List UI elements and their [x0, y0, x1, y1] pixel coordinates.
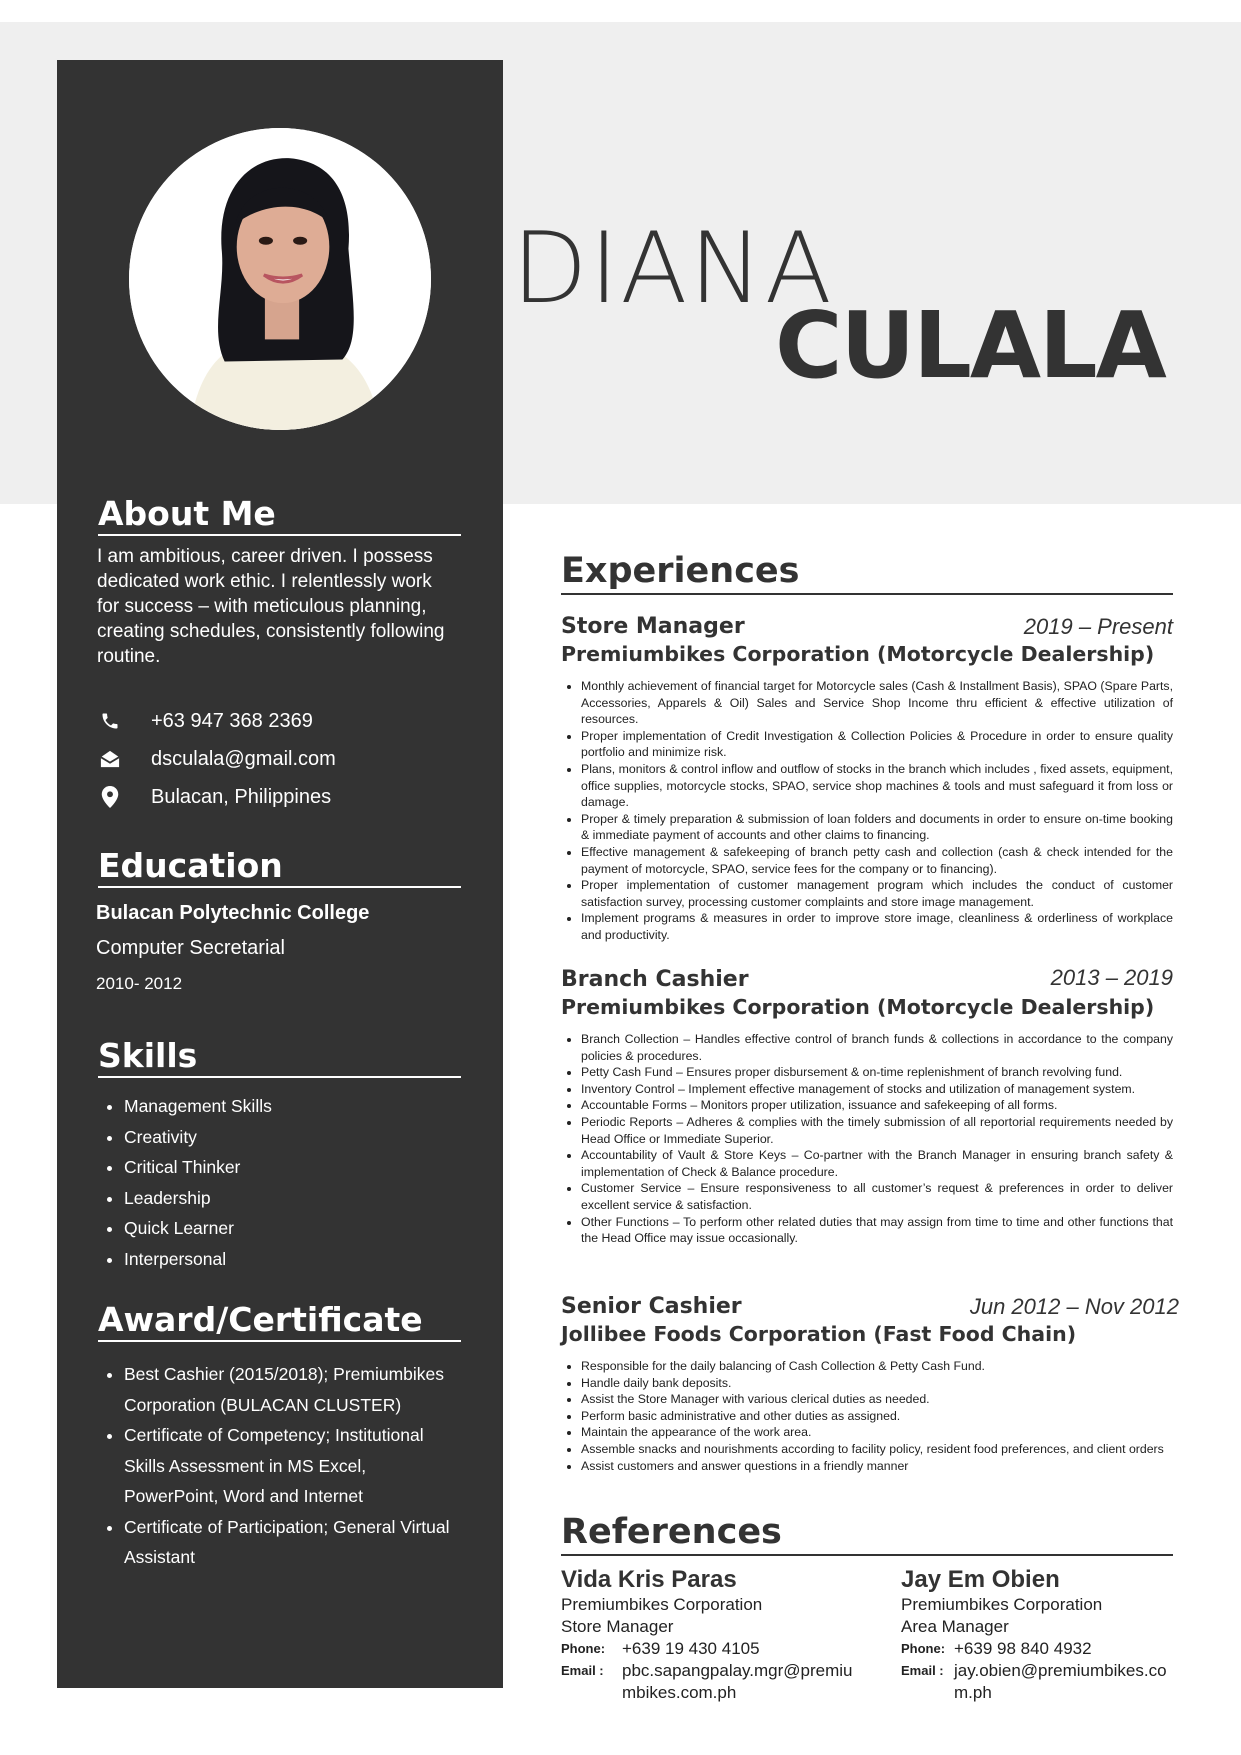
job-company: Jollibee Foods Corporation (Fast Food Chain) — [561, 1322, 1077, 1346]
reference-name: Vida Kris Paras — [561, 1566, 737, 1593]
duty-item: • Accountable Forms – Monitors proper utilization, issuance and safekeeping of all forms. — [581, 1097, 1173, 1114]
reference-email: jay.obien@premiumbikes.com.ph — [954, 1661, 1167, 1702]
reference-company: Premiumbikes Corporation — [561, 1595, 763, 1614]
job-title: Store Manager — [561, 614, 745, 639]
skill-item: • Creativity — [124, 1122, 484, 1153]
phone-text: +63 947 368 2369 — [151, 709, 313, 732]
email-text: dsculala@gmail.com — [151, 747, 336, 770]
map-pin-icon — [97, 784, 123, 810]
location-row — [97, 782, 331, 812]
duty-item: • Assemble snacks and nourishments according to facility policy, resident food preferences, and client orders — [581, 1441, 1173, 1458]
email-label: Email : — [901, 1663, 944, 1678]
reference-name: Jay Em Obien — [901, 1566, 1060, 1593]
references-heading: References — [561, 1513, 1173, 1556]
duty-item: • Handle daily bank deposits. — [581, 1375, 1173, 1392]
duty-item: • Proper implementation of customer management program which includes the conduct of customer satisfaction survey, processing customer complaints and store image management. — [581, 877, 1173, 910]
award-item: • Certificate of Competency; Institutional Skills Assessment in MS Excel, PowerPoint, Word and Internet — [124, 1420, 464, 1512]
job-company: Premiumbikes Corporation (Motorcycle Dealership) — [561, 995, 1155, 1019]
duty-item: • Other Functions – To perform other related duties that may assign from time to time and other functions that the Head Office may issue occasionally. — [581, 1214, 1173, 1247]
email-label: Email : — [561, 1663, 604, 1678]
skill-item: • Quick Learner — [124, 1213, 484, 1244]
duty-item: • Plans, monitors & control inflow and outflow of stocks in the branch which includes , fixed assets, equipment, office supplies, motorcycle stocks, SPAO, service shop machines & tools and must safeguard it from loss or damage. — [581, 761, 1173, 811]
reference-position: Area Manager — [901, 1617, 1009, 1636]
phone-row — [97, 706, 313, 736]
reference-email: pbc.sapangpalay.mgr@premiumbikes.com.ph — [622, 1661, 853, 1702]
email-row — [97, 744, 336, 774]
duty-item: • Accountability of Vault & Store Keys – Co-partner with the Branch Manager in ensuring branch safety & implementation of Check & Balance procedure. — [581, 1147, 1173, 1180]
experiences-heading: Experiences — [561, 552, 1173, 595]
duty-item: • Periodic Reports – Adheres & complies with the timely submission of all reportorial requirements needed by Head Office or Immediate Superior. — [581, 1114, 1173, 1147]
skills-heading: Skills — [98, 1038, 461, 1078]
education-course: Computer Secretarial — [96, 937, 285, 959]
award-item: • Certificate of Participation; General Virtual Assistant — [124, 1512, 464, 1573]
skill-item: • Interpersonal — [124, 1244, 484, 1275]
about-heading: About Me — [98, 496, 461, 536]
duty-item: • Customer Service – Ensure responsiveness to all customer’s request & preferences in order to deliver excellent service & satisfaction. — [581, 1180, 1173, 1213]
about-text: I am ambitious, career driven. I possess dedicated work ethic. I relentlessly work for success – with meticulous planning, creating schedules, consistently following routine. — [97, 546, 445, 667]
duty-item: • Inventory Control – Implement effective management of stocks and utilization of management system. — [581, 1081, 1173, 1098]
duty-item: • Assist the Store Manager with various clerical duties as needed. — [581, 1391, 1173, 1408]
job-date: Jun 2012 – Nov 2012 — [969, 1294, 1179, 1319]
duty-item: • Proper & timely preparation & submission of loan folders and documents in order to ensure on-time booking & immediate payment of accounts and other claims to financing. — [581, 811, 1173, 844]
job-duties — [561, 1031, 1173, 1247]
location-text: Bulacan, Philippines — [151, 785, 332, 808]
education-years: 2010- 2012 — [96, 974, 183, 993]
job-date: 2013 – 2019 — [1050, 965, 1173, 990]
last-name: CULALA — [775, 292, 1165, 399]
phone-label: Phone: — [561, 1641, 606, 1656]
reference-card — [561, 1566, 861, 1704]
education-heading: Education — [98, 848, 461, 888]
job-title: Senior Cashier — [561, 1294, 742, 1319]
education-school: Bulacan Polytechnic College — [96, 902, 370, 924]
duty-item: • Monthly achievement of financial target for Motorcycle sales (Cash & Installment Basis), SPAO (Spare Parts, Accessories, Apparels & Oil) Sales and Service Shop Income thru efficient & effective utilization of resources. — [581, 678, 1173, 728]
duty-item: • Petty Cash Fund – Ensures proper disbursement & on-time replenishment of branch revolving fund. — [581, 1064, 1173, 1081]
duty-item: • Maintain the appearance of the work area. — [581, 1424, 1173, 1441]
envelope-icon — [97, 746, 123, 772]
job-title: Branch Cashier — [561, 967, 749, 992]
award-item: • Best Cashier (2015/2018); Premiumbikes Corporation (BULACAN CLUSTER) — [124, 1359, 464, 1420]
duty-item: • Proper implementation of Credit Investigation & Collection Policies & Procedure in order to ensure quality portfolio and minimize risk. — [581, 728, 1173, 761]
duty-item: • Implement programs & measures in order to improve store image, cleanliness & orderliness of workplace and productivity. — [581, 910, 1173, 943]
job-duties — [561, 678, 1173, 944]
skill-item: • Leadership — [124, 1183, 484, 1214]
reference-phone: +639 98 840 4932 — [954, 1639, 1092, 1658]
job-date: 2019 – Present — [1023, 614, 1173, 639]
phone-icon — [97, 708, 123, 734]
reference-card — [901, 1566, 1181, 1704]
duty-item: • Responsible for the daily balancing of Cash Collection & Petty Cash Fund. — [581, 1358, 1173, 1375]
skill-item: • Critical Thinker — [124, 1152, 484, 1183]
skill-item: • Management Skills — [124, 1091, 484, 1122]
first-name: DIANA — [512, 212, 834, 326]
profile-photo — [129, 128, 431, 430]
job-duties — [561, 1358, 1173, 1474]
phone-label: Phone: — [901, 1641, 946, 1656]
reference-phone: +639 19 430 4105 — [622, 1639, 760, 1658]
awards-heading: Award/Certificate — [98, 1302, 461, 1342]
reference-company: Premiumbikes Corporation — [901, 1595, 1103, 1614]
reference-position: Store Manager — [561, 1617, 674, 1636]
profile-portrait-image — [129, 128, 431, 430]
job-company: Premiumbikes Corporation (Motorcycle Dealership) — [561, 642, 1155, 666]
skills-list — [100, 1091, 484, 1274]
duty-item: • Perform basic administrative and other duties as assigned. — [581, 1408, 1173, 1425]
awards-list — [100, 1359, 464, 1573]
duty-item: • Assist customers and answer questions in a friendly manner — [581, 1458, 1173, 1475]
duty-item: • Branch Collection – Handles effective control of branch funds & collections in accordance to the company policies & procedures. — [581, 1031, 1173, 1064]
duty-item: • Effective management & safekeeping of branch petty cash and collection (cash & check intended for the payment of motorcycle, SPAO, service fees for the company or to financing). — [581, 844, 1173, 877]
